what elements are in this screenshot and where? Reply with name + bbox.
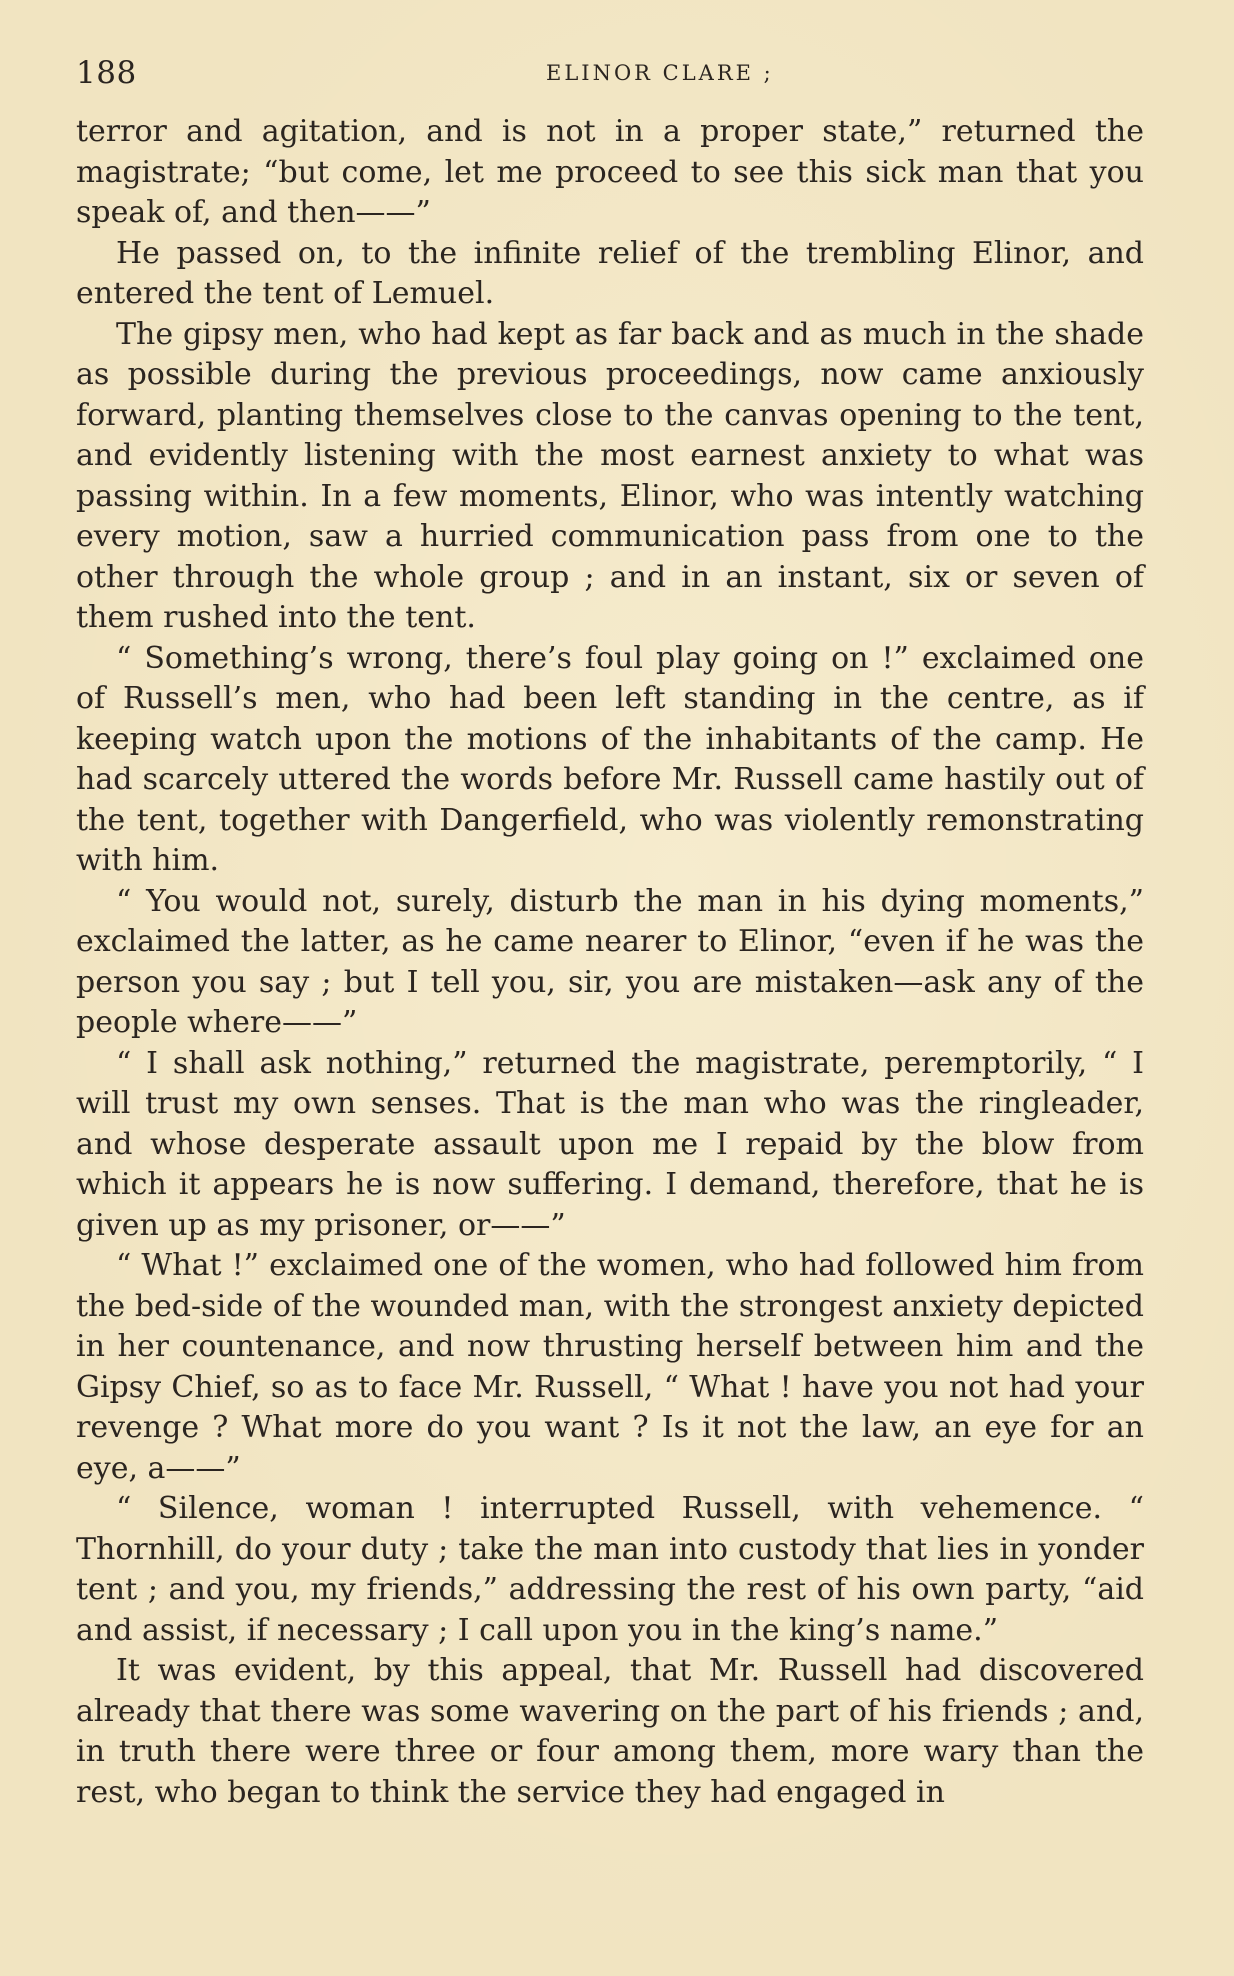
paragraph: The gipsy men, who had kept as far back and as much in the shade as possible during the previous proceedings, now came anxiously forward, planting themselves close to the canvas opening to the tent, and evidently listening with the most earnest anxiety to what was passing within. In a few moments, Elinor, who was intently watching every motion, saw a hurried communication pass from one to the other through the whole group ; and in an instant, six or seven of them rushed into the tent. [76, 316, 1144, 635]
paragraph: “ I shall ask nothing,” returned the magistrate, peremptorily, “ I will trust my own senses. That is the man who was the ringleader, and whose desperate assault upon me I repaid by the blow from which it appears he is now suffering. I demand, therefore, that he is given up as my prisoner, or——” [76, 1045, 1144, 1243]
running-title: ELINOR CLARE ; [546, 61, 774, 85]
paragraph: “ Something’s wrong, there’s foul play going on !” exclaimed one of Russell’s men, who had been left standing in the centre, as if keeping watch upon the motions of the inhabitants of the camp. He had scarcely uttered the words before Mr. Russell came hastily out of the tent, together with Dangerfield, who was violently remonstrating with him. [76, 640, 1144, 878]
body-text [76, 112, 1144, 1813]
paragraph: It was evident, by this appeal, that Mr. Russell had discovered already that there was some wavering on the part of his friends ; and, in truth there were three or four among them, more wary than the rest, who began to think the service they had engaged in [76, 1653, 1144, 1810]
paragraph: “ What !” exclaimed one of the women, who had followed him from the bed-side of the wounded man, with the strongest anxiety depicted in her countenance, and now thrusting herself between him and the Gipsy Chief, so as to face Mr. Russell, “ What ! have you not had your revenge ? What more do you want ? Is it not the law, an eye for an eye, a——” [76, 1248, 1144, 1486]
page-number: 188 [76, 55, 137, 91]
paragraph: “ Silence, woman ! interrupted Russell, with vehemence. “ Thornhill, do your duty ; take the man into custody that lies in yonder tent ; and you, my friends,” addressing the rest of his own party, “aid and assist, if necessary ; I call upon you in the king’s name.” [76, 1491, 1144, 1648]
page-header [76, 48, 1144, 98]
paragraph: He passed on, to the infinite relief of the trembling Elinor, and entered the tent of Lemuel. [76, 235, 1144, 311]
paragraph: “ You would not, surely, disturb the man in his dying moments,” exclaimed the latter, as he came nearer to Elinor, “even if he was the person you say ; but I tell you, sir, you are mistaken—ask any of the people where——” [76, 883, 1144, 1040]
paragraph: terror and agitation, and is not in a proper state,” returned the magistrate; “but come, let me proceed to see this sick man that you speak of, and then——” [76, 114, 1144, 230]
